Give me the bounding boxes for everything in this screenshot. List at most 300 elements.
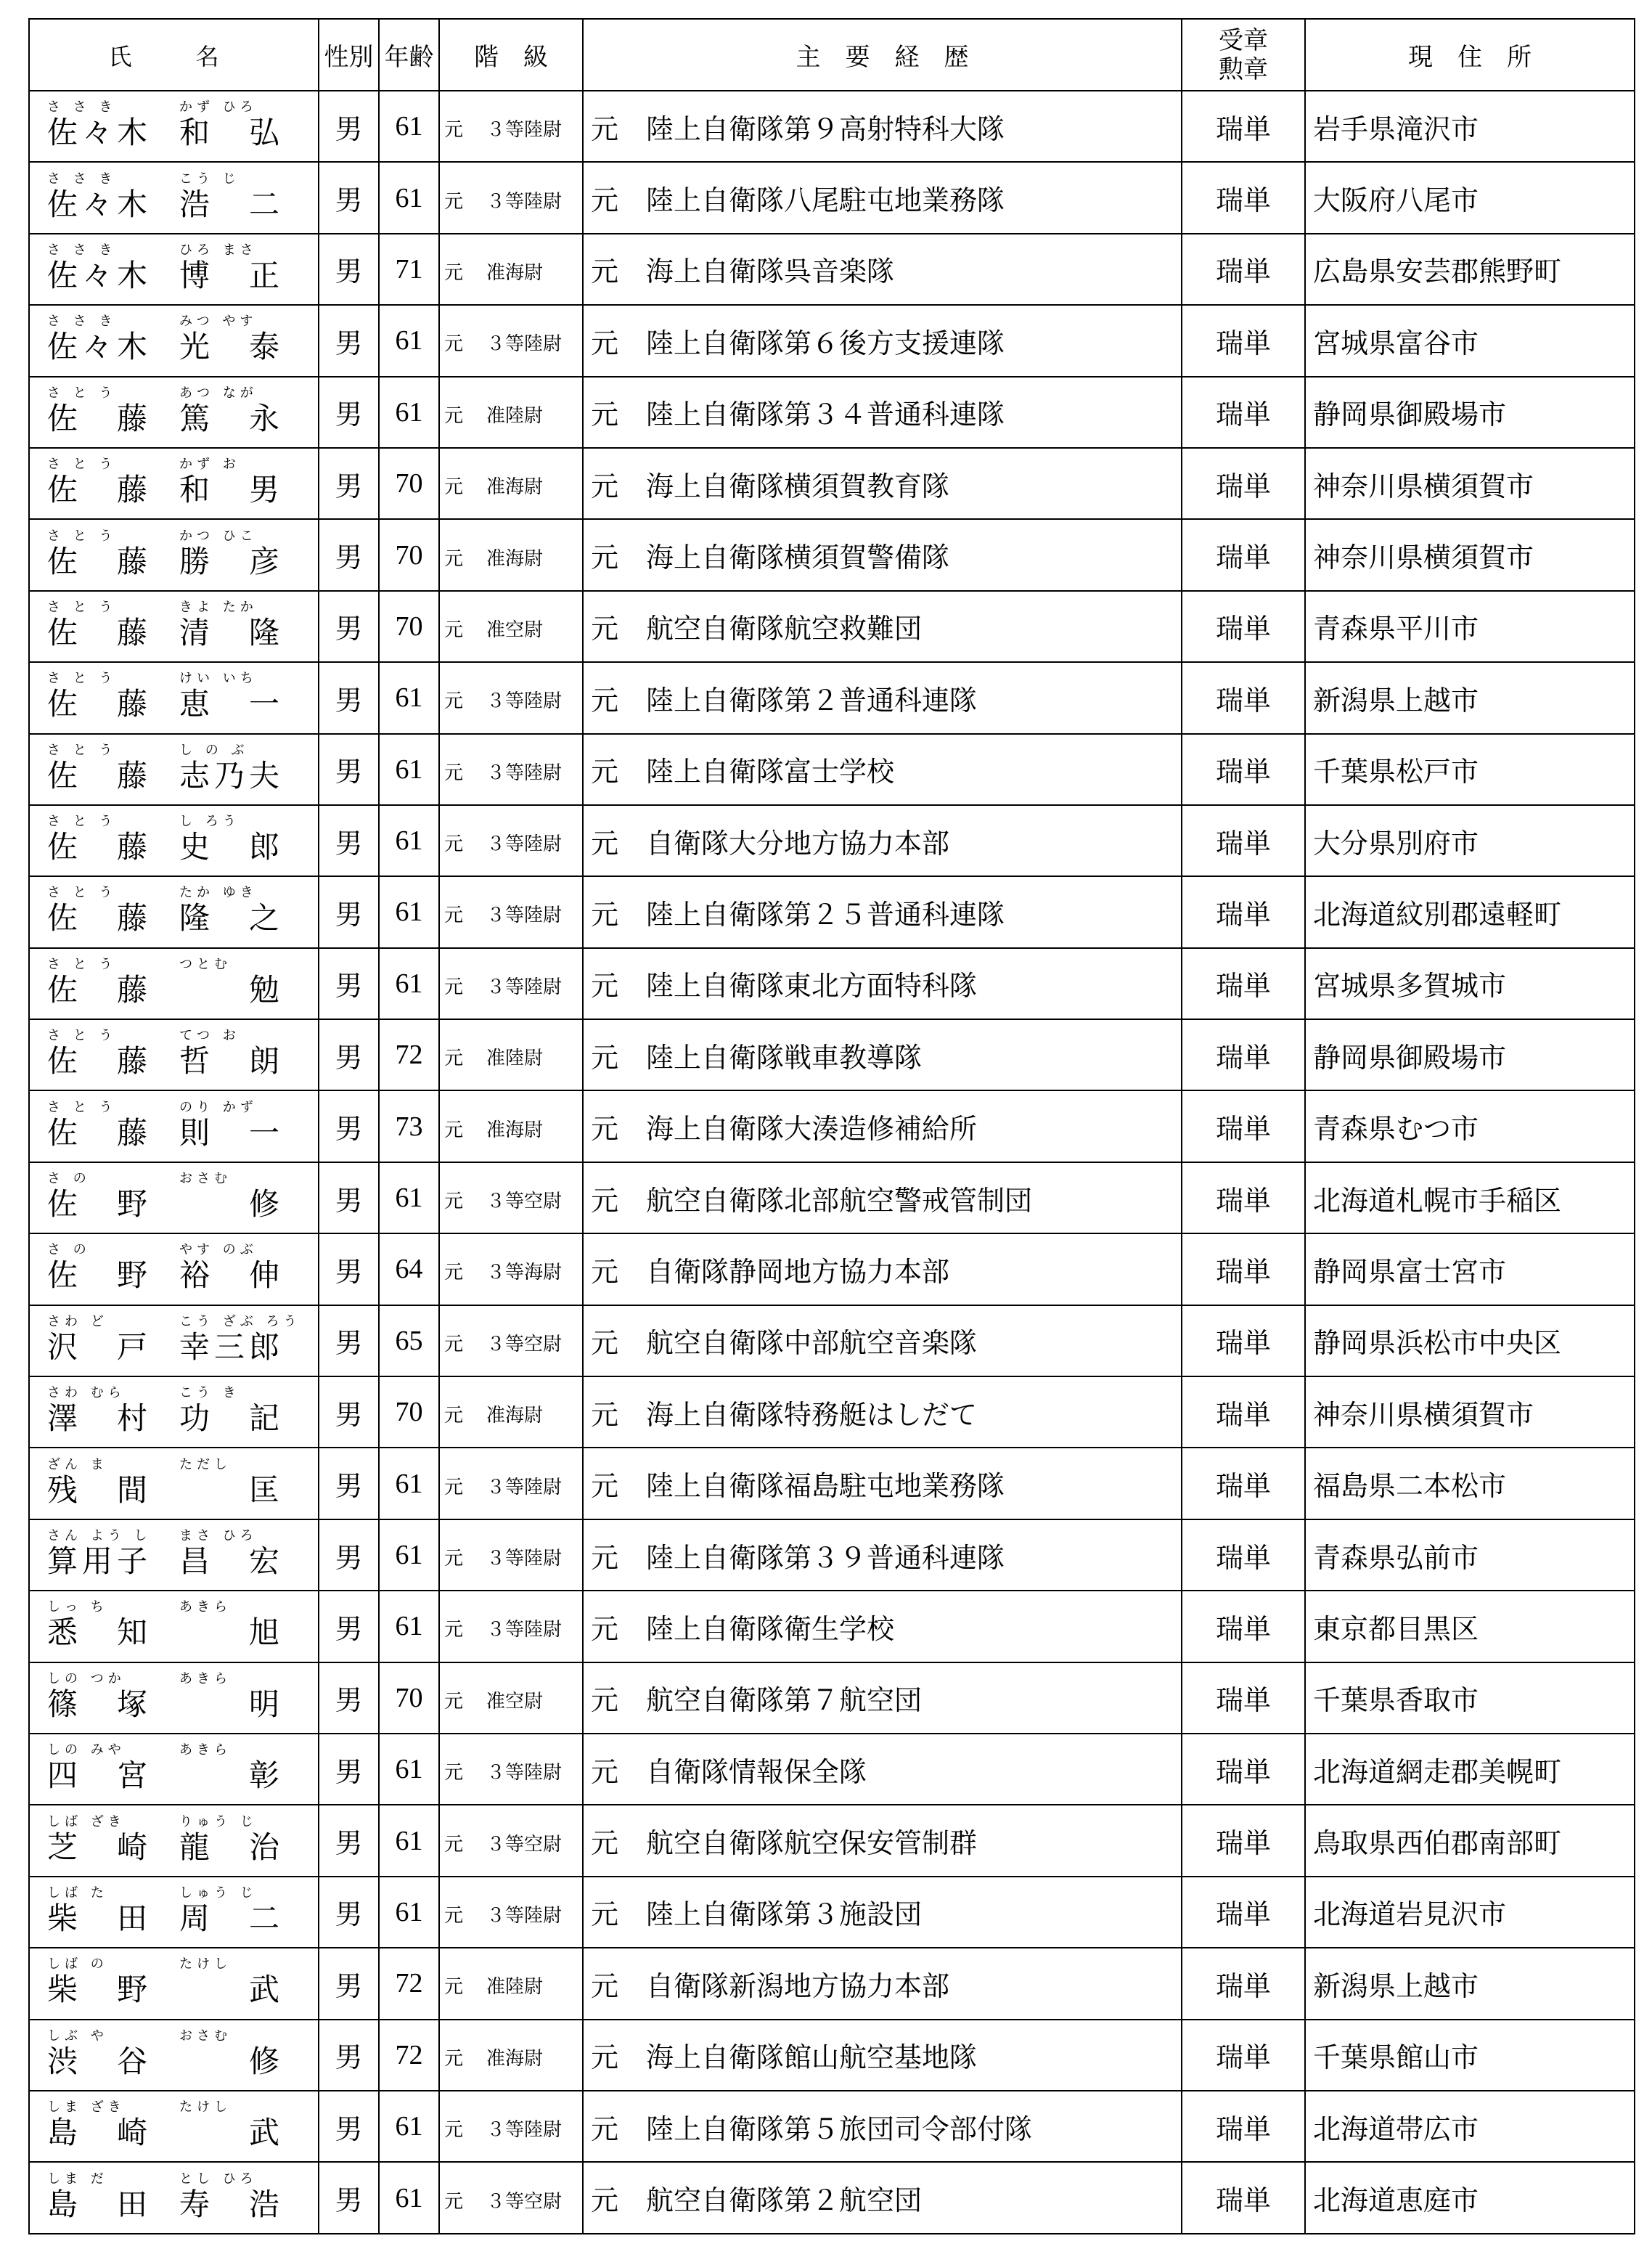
cell-rank bbox=[439, 1877, 583, 1948]
rank-prefix: 元 bbox=[444, 1904, 464, 1927]
cell-name bbox=[29, 91, 319, 162]
career-prefix: 元 bbox=[591, 1684, 619, 1717]
rank-prefix: 元 bbox=[444, 905, 464, 927]
cell-age: 61 bbox=[379, 1591, 439, 1662]
family-name bbox=[47, 1885, 152, 1936]
family-name bbox=[47, 2028, 152, 2079]
given-kanji: 博 正 bbox=[179, 257, 285, 293]
given-ruby: たか ゆき bbox=[179, 885, 258, 901]
table-row bbox=[29, 948, 1635, 1019]
cell-award: 瑞単 bbox=[1182, 162, 1305, 233]
cell-address: 静岡県御殿場市 bbox=[1305, 1019, 1635, 1090]
given-kanji: 旭 bbox=[179, 1615, 285, 1651]
given-kanji: 和 男 bbox=[179, 472, 285, 508]
given-name bbox=[179, 671, 285, 722]
given-kanji: 隆 之 bbox=[179, 900, 285, 936]
cell-sex: 男 bbox=[319, 1305, 379, 1376]
cell-age: 70 bbox=[379, 519, 439, 590]
family-name bbox=[47, 1456, 152, 1508]
family-kanji: 佐 野 bbox=[47, 1186, 152, 1223]
career-prefix: 元 bbox=[591, 1113, 619, 1146]
rank-prefix: 元 bbox=[444, 1619, 464, 1641]
family-kanji: 佐々木 bbox=[47, 329, 152, 365]
cell-award: 瑞単 bbox=[1182, 1948, 1305, 2019]
header-name: 氏 名 bbox=[29, 19, 319, 91]
family-ruby: さ と う bbox=[47, 885, 117, 901]
cell-address: 神奈川県横須賀市 bbox=[1305, 448, 1635, 519]
cell-address: 北海道紋別郡遠軽町 bbox=[1305, 876, 1635, 947]
cell-award: 瑞単 bbox=[1182, 1233, 1305, 1305]
cell-age: 61 bbox=[379, 948, 439, 1019]
cell-career bbox=[583, 1877, 1182, 1948]
cell-age: 72 bbox=[379, 2020, 439, 2091]
career-value: 陸上自衛隊第３９普通科連隊 bbox=[646, 1541, 1005, 1574]
cell-rank bbox=[439, 1448, 583, 1519]
career-value: 陸上自衛隊第５旅団司令部付隊 bbox=[646, 2113, 1033, 2145]
cell-age: 64 bbox=[379, 1233, 439, 1305]
career-prefix: 元 bbox=[591, 542, 619, 574]
cell-age: 61 bbox=[379, 2091, 439, 2162]
rank-value: ３等陸尉 bbox=[486, 333, 563, 356]
family-kanji: 佐 藤 bbox=[47, 614, 152, 650]
career-value: 海上自衛隊特務艇はしだて bbox=[646, 1398, 978, 1431]
table-row bbox=[29, 2091, 1635, 2162]
rank-prefix: 元 bbox=[444, 404, 464, 427]
cell-address: 北海道岩見沢市 bbox=[1305, 1877, 1635, 1948]
family-name bbox=[47, 1028, 152, 1079]
family-ruby: さ の bbox=[47, 1242, 91, 1258]
cell-award: 瑞単 bbox=[1182, 305, 1305, 376]
cell-rank bbox=[439, 1948, 583, 2019]
family-kanji: 佐 藤 bbox=[47, 400, 152, 436]
family-kanji: 佐 藤 bbox=[47, 900, 152, 936]
given-ruby: かず ひろ bbox=[179, 99, 258, 115]
cell-career bbox=[583, 1948, 1182, 2019]
given-kanji: 明 bbox=[179, 1686, 285, 1722]
family-ruby: さ の bbox=[47, 1171, 91, 1187]
family-ruby: さ と う bbox=[47, 599, 117, 615]
table-row bbox=[29, 1519, 1635, 1591]
career-value: 陸上自衛隊第９高射特科大隊 bbox=[646, 113, 1005, 145]
cell-name bbox=[29, 1519, 319, 1591]
rank-prefix: 元 bbox=[444, 119, 464, 142]
family-ruby: さ と う bbox=[47, 528, 117, 544]
cell-rank bbox=[439, 734, 583, 805]
rank-value: ３等陸尉 bbox=[486, 762, 563, 784]
family-name bbox=[47, 242, 152, 293]
table-row bbox=[29, 1376, 1635, 1448]
given-ruby: こう き bbox=[179, 1385, 240, 1401]
rank-prefix: 元 bbox=[444, 1048, 464, 1070]
cell-address: 大分県別府市 bbox=[1305, 805, 1635, 876]
cell-award: 瑞単 bbox=[1182, 805, 1305, 876]
family-kanji: 沢 戸 bbox=[47, 1329, 152, 1365]
career-prefix: 元 bbox=[591, 1541, 619, 1574]
given-kanji: 和 弘 bbox=[179, 115, 285, 151]
career-value: 陸上自衛隊第２５普通科連隊 bbox=[646, 898, 1005, 931]
family-ruby: さ と う bbox=[47, 1028, 117, 1044]
cell-career bbox=[583, 1019, 1182, 1090]
table-row bbox=[29, 519, 1635, 590]
cell-name bbox=[29, 805, 319, 876]
given-kanji: 勝 彦 bbox=[179, 543, 285, 579]
header-address: 現 住 所 bbox=[1305, 19, 1635, 91]
career-value: 陸上自衛隊戦車教導隊 bbox=[646, 1041, 923, 1074]
career-prefix: 元 bbox=[591, 898, 619, 931]
career-prefix: 元 bbox=[591, 1398, 619, 1431]
cell-age: 61 bbox=[379, 1734, 439, 1805]
rank-prefix: 元 bbox=[444, 1548, 464, 1570]
cell-rank bbox=[439, 162, 583, 233]
family-name bbox=[47, 1956, 152, 2008]
family-ruby: さ と う bbox=[47, 385, 117, 401]
rank-value: ３等陸尉 bbox=[486, 1476, 563, 1498]
table-row bbox=[29, 2020, 1635, 2091]
given-ruby: おさむ bbox=[179, 2028, 232, 2044]
rank-value: ３等空尉 bbox=[486, 1191, 563, 1213]
given-kanji: 清 隆 bbox=[179, 614, 285, 650]
family-name bbox=[47, 1599, 152, 1651]
cell-address: 大阪府八尾市 bbox=[1305, 162, 1635, 233]
career-prefix: 元 bbox=[591, 184, 619, 217]
cell-sex: 男 bbox=[319, 1662, 379, 1734]
career-prefix: 元 bbox=[591, 756, 619, 788]
given-name bbox=[179, 814, 285, 865]
rank-value: ３等陸尉 bbox=[486, 690, 563, 713]
given-kanji: 裕 伸 bbox=[179, 1257, 285, 1294]
rank-prefix: 元 bbox=[444, 1191, 464, 1213]
cell-rank bbox=[439, 1519, 583, 1591]
career-value: 海上自衛隊呉音楽隊 bbox=[646, 256, 895, 288]
career-prefix: 元 bbox=[591, 1827, 619, 1860]
cell-name bbox=[29, 377, 319, 448]
cell-rank bbox=[439, 948, 583, 1019]
cell-name bbox=[29, 876, 319, 947]
given-kanji: 光 泰 bbox=[179, 329, 285, 365]
cell-name bbox=[29, 1877, 319, 1948]
cell-rank bbox=[439, 1734, 583, 1805]
table-row bbox=[29, 448, 1635, 519]
given-name bbox=[179, 599, 285, 650]
cell-age: 61 bbox=[379, 1448, 439, 1519]
given-kanji: 武 bbox=[179, 1972, 285, 2008]
career-prefix: 元 bbox=[591, 2041, 619, 2074]
cell-rank bbox=[439, 2162, 583, 2233]
given-ruby: けい いち bbox=[179, 671, 258, 687]
cell-address: 神奈川県横須賀市 bbox=[1305, 1376, 1635, 1448]
given-kanji: 寿 浩 bbox=[179, 2186, 285, 2222]
cell-career bbox=[583, 805, 1182, 876]
career-prefix: 元 bbox=[591, 256, 619, 288]
cell-age: 61 bbox=[379, 91, 439, 162]
cell-award: 瑞単 bbox=[1182, 591, 1305, 662]
rank-value: ３等陸尉 bbox=[486, 1619, 563, 1641]
career-value: 自衛隊新潟地方協力本部 bbox=[646, 1970, 950, 2002]
cell-name bbox=[29, 1233, 319, 1305]
cell-award: 瑞単 bbox=[1182, 876, 1305, 947]
cell-career bbox=[583, 734, 1182, 805]
rank-prefix: 元 bbox=[444, 690, 464, 713]
given-name bbox=[179, 242, 285, 293]
family-name bbox=[47, 528, 152, 579]
career-prefix: 元 bbox=[591, 1255, 619, 1288]
cell-address: 新潟県上越市 bbox=[1305, 662, 1635, 733]
cell-sex: 男 bbox=[319, 1162, 379, 1233]
family-ruby: しば た bbox=[47, 1885, 108, 1901]
career-value: 陸上自衛隊第３４普通科連隊 bbox=[646, 399, 1005, 431]
cell-age: 61 bbox=[379, 1519, 439, 1591]
cell-award: 瑞単 bbox=[1182, 1376, 1305, 1448]
table-row bbox=[29, 662, 1635, 733]
rank-prefix: 元 bbox=[444, 1119, 464, 1141]
cell-award: 瑞単 bbox=[1182, 1519, 1305, 1591]
cell-address: 青森県平川市 bbox=[1305, 591, 1635, 662]
given-name bbox=[179, 2099, 285, 2151]
given-name bbox=[179, 956, 285, 1008]
cell-name bbox=[29, 1805, 319, 1876]
cell-sex: 男 bbox=[319, 1948, 379, 2019]
table-row bbox=[29, 1805, 1635, 1876]
cell-rank bbox=[439, 1233, 583, 1305]
family-name bbox=[47, 1528, 152, 1579]
cell-age: 61 bbox=[379, 1877, 439, 1948]
career-value: 陸上自衛隊第２普通科連隊 bbox=[646, 684, 978, 717]
table-row bbox=[29, 2162, 1635, 2233]
given-name bbox=[179, 1385, 285, 1437]
cell-sex: 男 bbox=[319, 2162, 379, 2233]
career-prefix: 元 bbox=[591, 327, 619, 359]
family-kanji: 佐 藤 bbox=[47, 757, 152, 793]
cell-rank bbox=[439, 91, 583, 162]
family-kanji: 佐 藤 bbox=[47, 1043, 152, 1079]
family-name bbox=[47, 1099, 152, 1151]
family-kanji: 柴 野 bbox=[47, 1972, 152, 2008]
cell-name bbox=[29, 234, 319, 305]
header-row bbox=[29, 19, 1635, 91]
given-ruby: おさむ bbox=[179, 1171, 232, 1187]
cell-career bbox=[583, 2162, 1182, 2233]
given-name bbox=[179, 314, 285, 365]
cell-career bbox=[583, 91, 1182, 162]
cell-award: 瑞単 bbox=[1182, 662, 1305, 733]
given-kanji: 浩 二 bbox=[179, 186, 285, 222]
cell-address: 北海道札幌市手稲区 bbox=[1305, 1162, 1635, 1233]
given-ruby: しゅう じ bbox=[179, 1885, 258, 1901]
given-name bbox=[179, 1742, 285, 1794]
family-name bbox=[47, 457, 152, 508]
family-name bbox=[47, 314, 152, 365]
table-row bbox=[29, 1448, 1635, 1519]
cell-career bbox=[583, 1376, 1182, 1448]
given-kanji: 篤 永 bbox=[179, 400, 285, 436]
cell-address: 静岡県御殿場市 bbox=[1305, 377, 1635, 448]
cell-rank bbox=[439, 591, 583, 662]
table-row bbox=[29, 305, 1635, 376]
rank-prefix: 元 bbox=[444, 547, 464, 570]
cell-name bbox=[29, 662, 319, 733]
cell-career bbox=[583, 1734, 1182, 1805]
career-prefix: 元 bbox=[591, 1970, 619, 2002]
cell-sex: 男 bbox=[319, 805, 379, 876]
family-ruby: さわ ど bbox=[47, 1313, 108, 1329]
cell-career bbox=[583, 448, 1182, 519]
cell-name bbox=[29, 948, 319, 1019]
cell-rank bbox=[439, 2091, 583, 2162]
rank-prefix: 元 bbox=[444, 261, 464, 284]
cell-address: 福島県二本松市 bbox=[1305, 1448, 1635, 1519]
given-name bbox=[179, 1171, 285, 1223]
given-name bbox=[179, 1313, 301, 1365]
cell-address: 静岡県富士宮市 bbox=[1305, 1233, 1635, 1305]
given-ruby: とし ひろ bbox=[179, 2171, 258, 2187]
rank-value: ３等空尉 bbox=[486, 1333, 563, 1355]
family-kanji: 佐 藤 bbox=[47, 686, 152, 722]
cell-sex: 男 bbox=[319, 876, 379, 947]
career-value: 陸上自衛隊富士学校 bbox=[646, 756, 895, 788]
rank-prefix: 元 bbox=[444, 1762, 464, 1784]
family-name bbox=[47, 385, 152, 436]
given-ruby: あきら bbox=[179, 1670, 232, 1686]
cell-sex: 男 bbox=[319, 2091, 379, 2162]
rank-prefix: 元 bbox=[444, 619, 464, 641]
given-ruby: きよ たか bbox=[179, 599, 258, 615]
rank-prefix: 元 bbox=[444, 1976, 464, 1999]
cell-rank bbox=[439, 1376, 583, 1448]
cell-sex: 男 bbox=[319, 234, 379, 305]
given-name bbox=[179, 528, 285, 579]
given-name bbox=[179, 742, 285, 793]
family-kanji: 篠 塚 bbox=[47, 1686, 152, 1722]
career-prefix: 元 bbox=[591, 2113, 619, 2145]
family-name bbox=[47, 171, 152, 222]
family-name bbox=[47, 814, 152, 865]
given-ruby: りゅう じ bbox=[179, 1813, 258, 1829]
career-value: 陸上自衛隊八尾駐屯地業務隊 bbox=[646, 184, 1005, 217]
family-name bbox=[47, 1385, 152, 1437]
rank-value: 准陸尉 bbox=[486, 1976, 544, 1999]
cell-age: 61 bbox=[379, 662, 439, 733]
rank-value: ３等空尉 bbox=[486, 1833, 563, 1856]
given-kanji: 勉 bbox=[179, 971, 285, 1008]
cell-name bbox=[29, 1305, 319, 1376]
cell-career bbox=[583, 1448, 1182, 1519]
cell-award: 瑞単 bbox=[1182, 1662, 1305, 1734]
family-ruby: さ と う bbox=[47, 956, 117, 972]
rank-value: ３等陸尉 bbox=[486, 905, 563, 927]
given-ruby: みつ やす bbox=[179, 314, 258, 330]
given-kanji: 史 郎 bbox=[179, 829, 285, 865]
cell-award: 瑞単 bbox=[1182, 234, 1305, 305]
rank-prefix: 元 bbox=[444, 333, 464, 356]
family-kanji: 佐 藤 bbox=[47, 971, 152, 1008]
cell-age: 70 bbox=[379, 1662, 439, 1734]
given-ruby: かつ ひこ bbox=[179, 528, 258, 544]
family-ruby: さ さ き bbox=[47, 171, 117, 187]
cell-rank bbox=[439, 1019, 583, 1090]
cell-career bbox=[583, 234, 1182, 305]
cell-sex: 男 bbox=[319, 162, 379, 233]
cell-age: 61 bbox=[379, 305, 439, 376]
family-kanji: 佐 藤 bbox=[47, 543, 152, 579]
career-value: 陸上自衛隊東北方面特科隊 bbox=[646, 970, 978, 1003]
career-prefix: 元 bbox=[591, 1755, 619, 1788]
cell-name bbox=[29, 1734, 319, 1805]
cell-career bbox=[583, 1162, 1182, 1233]
cell-rank bbox=[439, 1162, 583, 1233]
family-kanji: 島 田 bbox=[47, 2186, 152, 2222]
cell-award: 瑞単 bbox=[1182, 948, 1305, 1019]
career-prefix: 元 bbox=[591, 827, 619, 860]
given-kanji: 功 記 bbox=[179, 1400, 285, 1437]
awardee-table bbox=[28, 18, 1635, 2234]
cell-career bbox=[583, 519, 1182, 590]
cell-address: 広島県安芸郡熊野町 bbox=[1305, 234, 1635, 305]
given-ruby: やす のぶ bbox=[179, 1242, 258, 1258]
rank-value: 准海尉 bbox=[486, 476, 544, 499]
rank-prefix: 元 bbox=[444, 1333, 464, 1355]
family-ruby: さ さ き bbox=[47, 242, 117, 258]
cell-career bbox=[583, 662, 1182, 733]
given-ruby: あきら bbox=[179, 1742, 232, 1758]
cell-rank bbox=[439, 1662, 583, 1734]
cell-address: 宮城県多賀城市 bbox=[1305, 948, 1635, 1019]
cell-age: 61 bbox=[379, 162, 439, 233]
header-award-line2: 勲章 bbox=[1219, 54, 1268, 84]
family-name bbox=[47, 1742, 152, 1794]
family-name bbox=[47, 2171, 152, 2222]
cell-age: 70 bbox=[379, 591, 439, 662]
cell-rank bbox=[439, 2020, 583, 2091]
career-value: 海上自衛隊横須賀教育隊 bbox=[646, 470, 950, 502]
career-value: 海上自衛隊横須賀警備隊 bbox=[646, 542, 950, 574]
rank-value: 准海尉 bbox=[486, 547, 544, 570]
family-kanji: 佐々木 bbox=[47, 186, 152, 222]
career-value: 自衛隊情報保全隊 bbox=[646, 1755, 867, 1788]
cell-address: 鳥取県西伯郡南部町 bbox=[1305, 1805, 1635, 1876]
table-row bbox=[29, 591, 1635, 662]
given-ruby: たけし bbox=[179, 1956, 232, 1972]
family-ruby: さ さ き bbox=[47, 99, 117, 115]
cell-award: 瑞単 bbox=[1182, 2020, 1305, 2091]
given-ruby: ひろ まさ bbox=[179, 242, 258, 258]
cell-address: 千葉県香取市 bbox=[1305, 1662, 1635, 1734]
rank-value: 准海尉 bbox=[486, 261, 544, 284]
cell-rank bbox=[439, 662, 583, 733]
cell-age: 71 bbox=[379, 234, 439, 305]
career-prefix: 元 bbox=[591, 1184, 619, 1217]
rank-value: ３等陸尉 bbox=[486, 833, 563, 856]
cell-rank bbox=[439, 1305, 583, 1376]
family-ruby: さ と う bbox=[47, 671, 117, 687]
family-name bbox=[47, 1670, 152, 1722]
cell-name bbox=[29, 591, 319, 662]
cell-name bbox=[29, 305, 319, 376]
career-prefix: 元 bbox=[591, 113, 619, 145]
cell-age: 61 bbox=[379, 805, 439, 876]
given-ruby: たけし bbox=[179, 2099, 232, 2115]
cell-age: 61 bbox=[379, 377, 439, 448]
table-row bbox=[29, 1877, 1635, 1948]
cell-award: 瑞単 bbox=[1182, 377, 1305, 448]
table-row bbox=[29, 1019, 1635, 1090]
given-name bbox=[179, 99, 285, 151]
family-ruby: ざん ま bbox=[47, 1456, 108, 1472]
table-row bbox=[29, 377, 1635, 448]
cell-sex: 男 bbox=[319, 948, 379, 1019]
rank-prefix: 元 bbox=[444, 1690, 464, 1713]
career-value: 航空自衛隊第７航空団 bbox=[646, 1684, 923, 1717]
given-kanji: 周 二 bbox=[179, 1900, 285, 1936]
